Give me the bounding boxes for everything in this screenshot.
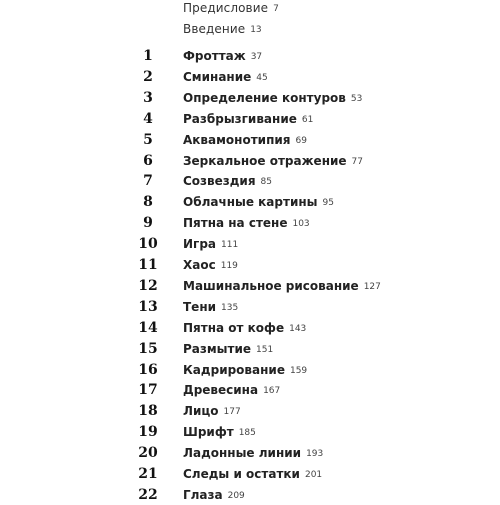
chapter-number: 7 [143, 173, 153, 190]
toc-chapter-row[interactable] [0, 402, 500, 420]
chapter-title: Зеркальное отражение [183, 153, 347, 168]
chapter-title: Машинальное рисование [183, 278, 359, 293]
chapter-entry [183, 131, 307, 150]
chapter-page-number: 119 [220, 261, 238, 271]
chapter-number: 1 [143, 48, 153, 64]
chapter-page-number: 209 [227, 490, 245, 501]
chapter-number: 15 [138, 340, 158, 357]
chapter-entry [183, 89, 362, 108]
chapter-title: Фроттаж [183, 49, 246, 63]
chapter-title: Древесина [183, 383, 259, 398]
chapter-entry [183, 486, 245, 505]
toc-entry-title: Предисловие [183, 1, 269, 15]
toc-chapter-row[interactable] [0, 256, 500, 274]
chapter-entry [183, 68, 268, 87]
chapter-number: 3 [143, 89, 153, 106]
chapter-page-number: 45 [256, 72, 268, 83]
chapter-title: Разбрызгивание [183, 111, 297, 126]
toc-chapter-row[interactable] [0, 193, 500, 211]
toc-chapter-row[interactable] [0, 131, 500, 149]
toc-chapter-row[interactable] [0, 235, 500, 253]
chapter-number: 18 [138, 403, 158, 420]
chapter-entry [183, 319, 306, 338]
chapter-title: Шрифт [183, 425, 234, 440]
chapter-entry [183, 172, 272, 191]
toc-entry-page-number: 13 [250, 25, 262, 35]
chapter-number: 13 [138, 298, 158, 315]
chapter-page-number: 61 [301, 114, 314, 125]
chapter-entry [183, 381, 280, 400]
chapter-number: 20 [138, 445, 158, 462]
chapter-title: Пятна от кофе [183, 320, 285, 335]
chapter-title: Лицо [183, 404, 219, 419]
toc-chapter-row[interactable] [0, 277, 500, 295]
chapter-number: 9 [143, 215, 153, 232]
chapter-number: 11 [138, 257, 158, 273]
chapter-entry [183, 465, 322, 484]
chapter-number: 12 [138, 277, 158, 294]
chapter-title: Созвездия [183, 174, 256, 189]
toc-chapter-row[interactable] [0, 465, 500, 483]
chapter-number: 4 [143, 110, 153, 127]
chapter-title: Хаос [183, 258, 216, 272]
chapter-number: 22 [138, 486, 158, 503]
chapter-title: Тени [183, 299, 217, 314]
chapter-page-number: 143 [289, 323, 307, 334]
chapter-number: 14 [138, 319, 158, 336]
chapter-page-number: 69 [295, 135, 307, 146]
chapter-number: 8 [143, 194, 153, 211]
toc-chapter-row[interactable] [0, 423, 500, 441]
chapter-number: 10 [138, 236, 158, 253]
toc-chapter-row[interactable] [0, 298, 500, 316]
chapter-entry [183, 423, 256, 442]
toc-chapter-row[interactable] [0, 47, 500, 65]
chapter-entry [183, 256, 238, 275]
chapter-page-number: 127 [363, 281, 381, 292]
chapter-page-number: 177 [223, 407, 241, 418]
chapter-number: 5 [143, 131, 153, 148]
chapter-page-number: 111 [221, 240, 239, 251]
chapter-number: 21 [138, 466, 158, 482]
toc-chapter-row[interactable] [0, 68, 500, 86]
toc-entry-page-number: 7 [273, 4, 279, 14]
chapter-entry [183, 47, 262, 66]
chapter-entry [183, 214, 310, 233]
toc-chapter-row[interactable] [0, 214, 500, 232]
chapter-page-number: 95 [322, 198, 334, 209]
chapter-title: Сминание [183, 69, 252, 84]
chapter-page-number: 85 [260, 177, 272, 188]
chapter-page-number: 159 [289, 365, 308, 376]
chapter-entry [183, 298, 238, 317]
toc-entry-preface[interactable] [183, 1, 279, 16]
chapter-number: 2 [143, 68, 153, 85]
chapter-page-number: 103 [292, 219, 310, 230]
chapter-title: Определение контуров [183, 90, 346, 105]
chapter-number: 19 [138, 424, 158, 441]
chapter-page-number: 135 [221, 302, 239, 313]
chapter-entry [183, 277, 381, 296]
chapter-title: Размытие [183, 341, 252, 356]
chapter-entry [183, 193, 334, 212]
toc-entry-introduction[interactable] [183, 22, 262, 37]
chapter-entry [183, 361, 307, 380]
chapter-number: 17 [138, 382, 158, 399]
chapter-entry [183, 444, 323, 463]
chapter-page-number: 37 [250, 52, 263, 62]
chapter-title: Облачные картины [183, 195, 318, 210]
chapter-page-number: 151 [256, 344, 274, 355]
toc-chapter-row[interactable] [0, 319, 500, 337]
chapter-entry [183, 235, 238, 254]
chapter-entry [183, 402, 241, 421]
chapter-page-number: 185 [238, 428, 256, 439]
chapter-entry [183, 152, 363, 171]
chapter-number: 6 [143, 152, 153, 169]
chapter-title: Пятна на стене [183, 216, 288, 231]
chapter-title: Следы и остатки [183, 467, 300, 481]
chapter-page-number: 201 [304, 470, 323, 480]
toc-chapter-row[interactable] [0, 486, 500, 504]
toc-chapter-row[interactable] [0, 89, 500, 107]
chapter-page-number: 77 [351, 156, 363, 167]
chapter-title: Глаза [183, 487, 223, 502]
toc-chapter-row[interactable] [0, 340, 500, 358]
chapter-page-number: 193 [306, 449, 324, 460]
chapter-title: Аквамонотипия [183, 132, 291, 147]
chapter-title: Кадрирование [183, 362, 285, 377]
toc-chapter-row[interactable] [0, 381, 500, 399]
chapter-page-number: 167 [263, 386, 281, 397]
toc-chapter-row[interactable] [0, 152, 500, 170]
chapter-entry [183, 110, 313, 129]
toc-chapter-row[interactable] [0, 361, 500, 379]
chapter-entry [183, 340, 273, 359]
chapter-number: 16 [138, 361, 158, 378]
chapter-title: Ладонные линии [183, 446, 302, 461]
toc-chapter-row[interactable] [0, 172, 500, 190]
chapter-title: Игра [183, 237, 216, 252]
toc-chapter-row[interactable] [0, 444, 500, 462]
toc-entry-title: Введение [183, 22, 246, 36]
chapter-page-number: 53 [350, 93, 363, 104]
toc-chapter-row[interactable] [0, 110, 500, 128]
